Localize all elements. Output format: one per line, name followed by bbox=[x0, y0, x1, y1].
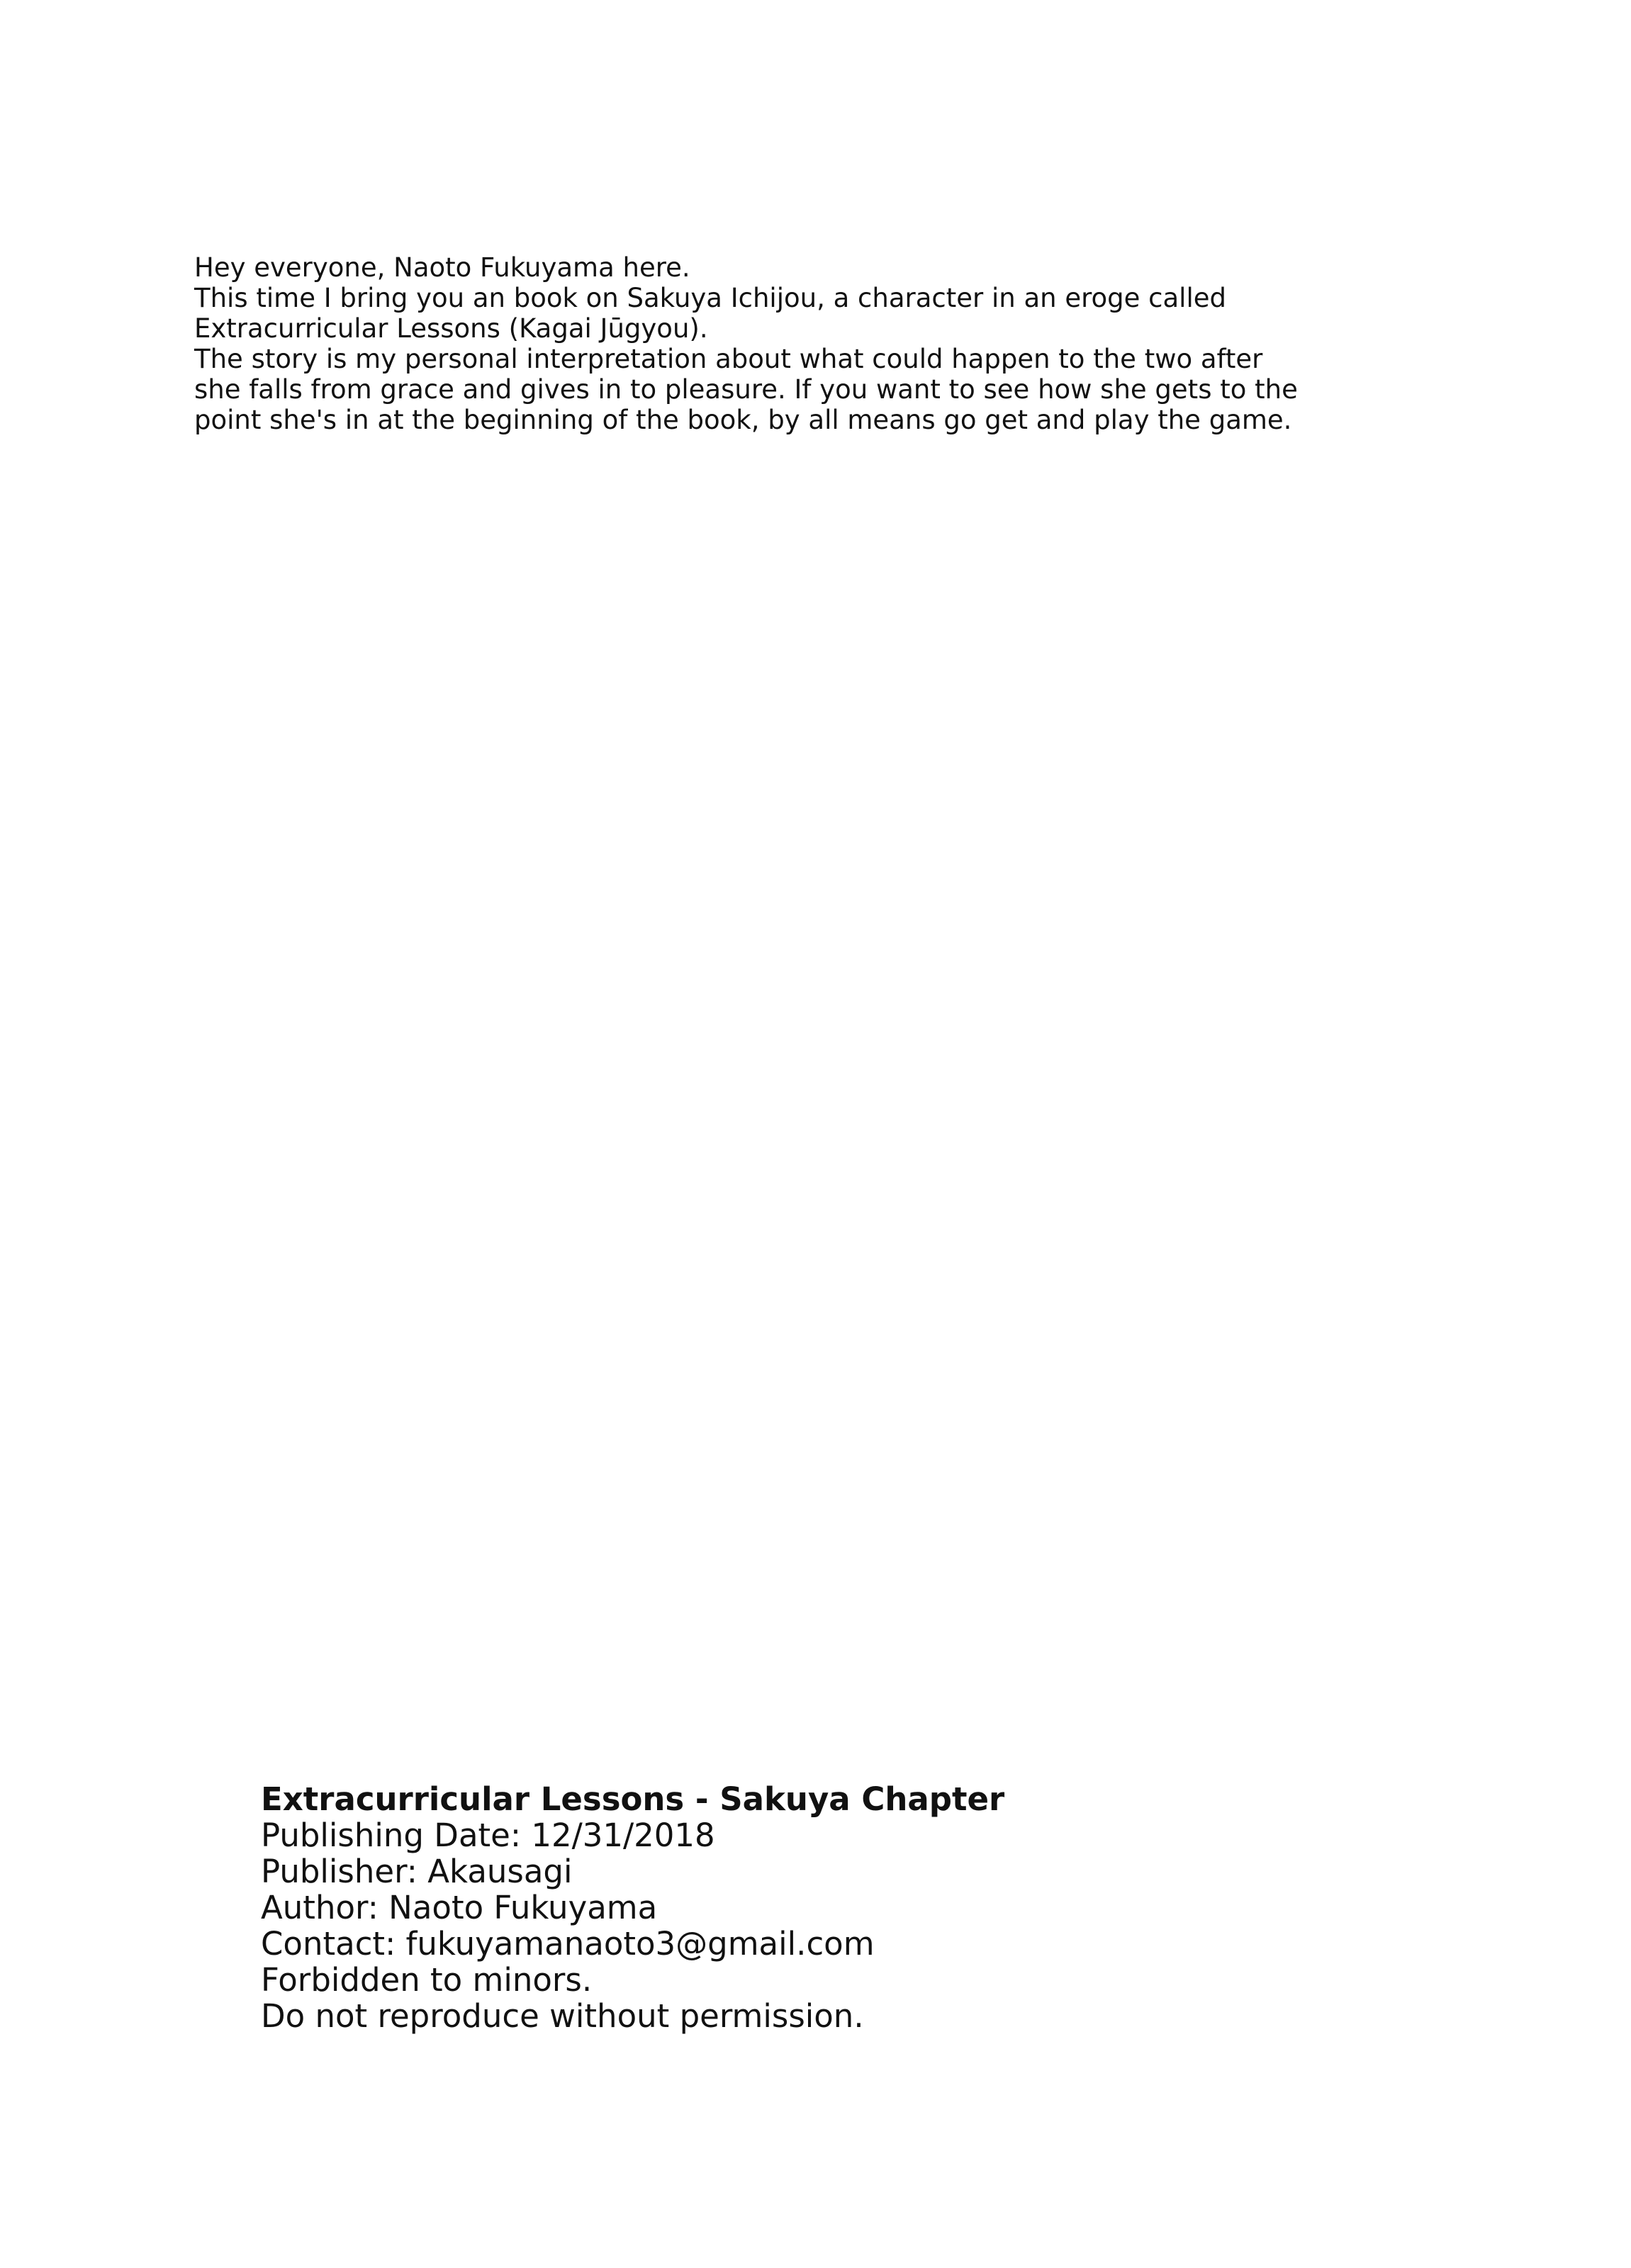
afterword-line: This time I bring you an book on Sakuya Ichijou, a character in an eroge called bbox=[194, 283, 1226, 313]
publishing-date: Publishing Date: 12/31/2018 bbox=[261, 1817, 715, 1854]
book-title: Extracurricular Lessons - Sakuya Chapter bbox=[261, 1780, 1005, 1818]
afterword-line: Extracurricular Lessons (Kagai Jūgyou). bbox=[194, 313, 708, 344]
age-restriction: Forbidden to minors. bbox=[261, 1961, 593, 1999]
afterword-line: Hey everyone, Naoto Fukuyama here. bbox=[194, 252, 690, 283]
contact: Contact: fukuyamanaoto3@gmail.com bbox=[261, 1925, 875, 1963]
publisher: Publisher: Akausagi bbox=[261, 1853, 573, 1890]
author: Author: Naoto Fukuyama bbox=[261, 1889, 658, 1926]
colophon bbox=[261, 1781, 1253, 2034]
copyright-notice: Do not reproduce without permission. bbox=[261, 1997, 864, 2035]
afterword-line: The story is my personal interpretation about what could happen to the two after bbox=[194, 344, 1263, 374]
afterword-text bbox=[194, 252, 1298, 435]
afterword-line: point she's in at the beginning of the book, by all means go get and play the game. bbox=[194, 405, 1292, 435]
afterword-line: she falls from grace and gives in to pleasure. If you want to see how she gets to the bbox=[194, 374, 1298, 405]
